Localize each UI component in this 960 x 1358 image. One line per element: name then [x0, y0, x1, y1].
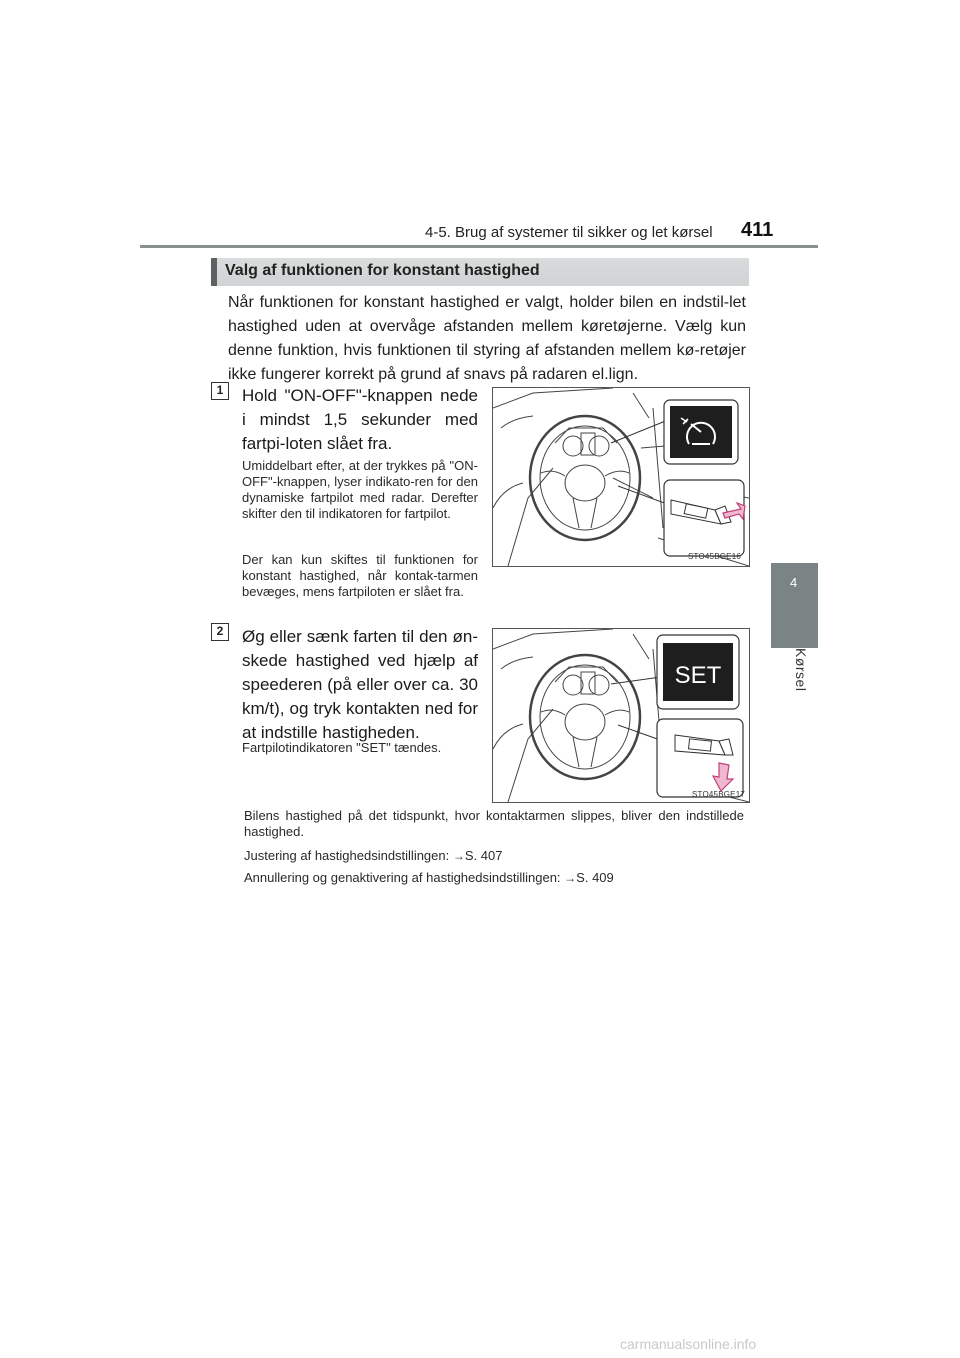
running-header: 4-5. Brug af systemer til sikker og let kørsel — [425, 224, 713, 241]
step-1-note-1: Umiddelbart efter, at der trykkes på "ON-OFF"-knappen, lyser indikato-ren for den dynamiske fartpilot med radar. Derefter skifter den til indikatoren for fartpilot. — [242, 458, 478, 521]
figure-2-code: STO45BGE17 — [692, 790, 745, 799]
set-indicator-text: SET — [674, 662, 722, 689]
step-2-text: Øg eller sænk farten til den øn-skede hastighed ved hjælp af speederen (på eller over ca. 30 km/t), og tryk kontakten ned for at indstille hastigheden. — [242, 627, 478, 742]
section-heading-title: Valg af funktionen for konstant hastighed — [225, 262, 540, 279]
cross-ref-arrow: → — [564, 871, 577, 885]
header-rule — [140, 245, 818, 248]
chapter-tab-label: Kørsel — [793, 648, 809, 692]
step-2-badge: 2 — [211, 623, 229, 641]
footer-note-3-text: Annullering og genaktivering af hastighedsindstillingen: — [244, 870, 565, 885]
footer-note-1: Bilens hastighed på det tidspunkt, hvor kontaktarmen slippes, bliver den indstillede hastighed. — [244, 808, 744, 839]
intro-paragraph: Når funktionen for konstant hastighed er valgt, holder bilen en indstil-let hastighed uden at overvåge afstanden mellem køretøjerne. Vælg kun denne funktion, hvis funktionen til styring af afstanden mellem kø-retøjer ikke fungerer korrekt på grund af snavs på radaren el.lign. — [228, 294, 746, 383]
figure-1-code: STO45BGE16 — [688, 552, 741, 561]
section-heading-bar — [211, 258, 217, 286]
step-1-text: Hold "ON-OFF"-knappen nede i mindst 1,5 sekunder med fartpi-loten slået fra. — [242, 386, 478, 453]
section-heading — [211, 258, 749, 286]
step-2-note-1: Fartpilotindikatoren "SET" tændes. — [242, 740, 442, 755]
figure-step-2 — [492, 628, 750, 803]
figure-step-1 — [492, 387, 750, 567]
footer-note-2-text: Justering af hastighedsindstillingen: — [244, 848, 453, 863]
step-1-badge: 1 — [211, 382, 229, 400]
page-ref-409[interactable]: S. 409 — [576, 870, 614, 885]
chapter-tab-number: 4 — [790, 575, 798, 590]
step-1-note-2: Der kan kun skiftes til funktionen for konstant hastighed, når kontak-tarmen bevæges, mens fartpiloten er slået fra. — [242, 552, 478, 599]
steering-wheel-illustration-1 — [493, 388, 749, 566]
footer-note-2 — [244, 848, 744, 864]
cross-ref-arrow: → — [452, 849, 465, 863]
footer-note-3 — [244, 870, 744, 886]
page-ref-407[interactable]: S. 407 — [464, 848, 503, 863]
steering-wheel-illustration-2 — [493, 629, 749, 802]
page-number: 411 — [741, 219, 774, 241]
watermark: carmanualsonline.info — [620, 1336, 757, 1352]
